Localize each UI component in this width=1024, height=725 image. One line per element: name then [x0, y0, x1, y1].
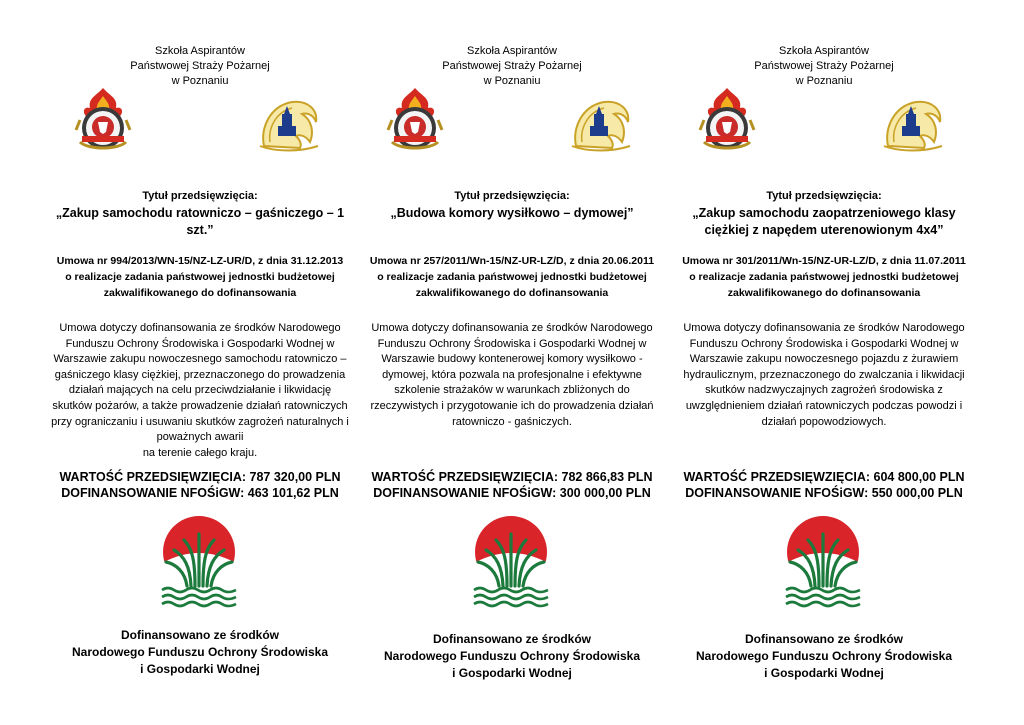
- title-label: Tytuł przedsięwzięcia:: [454, 190, 570, 202]
- school-name-line: w Poznaniu: [483, 75, 541, 87]
- contract-line: zakwalifikowanego do dofinansowania: [415, 287, 609, 299]
- fire-helmet-logo-icon: [880, 98, 946, 154]
- contract-line: o realizacje zadania państwowej jednostki budżetowej: [377, 271, 647, 283]
- fire-helmet-logo-icon: [256, 98, 322, 154]
- contract-info: [42, 253, 358, 301]
- psp-emblem-icon: [698, 86, 756, 152]
- contract-line: Umowa nr 994/2013/WN-15/NZ-LZ-UR/D, z dnia 31.12.2013: [56, 255, 344, 267]
- contract-line: Umowa nr 301/2011/Wn-15/NZ-UR-LZ/D, z dnia 11.07.2011: [682, 255, 966, 267]
- contract-line: zakwalifikowanego do dofinansowania: [727, 287, 921, 299]
- contract-line: Umowa nr 257/2011/Wn-15/NZ-UR-LZ/D, z dnia 20.06.2011: [369, 255, 655, 267]
- school-name-line: Państwowej Straży Pożarnej: [130, 60, 270, 72]
- contract-line: o realizacje zadania państwowej jednostki budżetowej: [689, 271, 959, 283]
- footer-line: Dofinansowano ze środków: [120, 628, 279, 642]
- funding-footer: [44, 627, 356, 678]
- fire-helmet-logo-icon: [568, 98, 634, 154]
- project-title: „Budowa komory wysiłkowo – dymowej”: [390, 206, 634, 220]
- description-text: Umowa dotyczy dofinansowania ze środków Narodowego Funduszu Ochrony Środowiska i Gospodarki Wodnej w Warszawie budowy kontenerowej komory wysiłkowo - dymowej, która pozwala na profesjonalne i efektywne szkolenie strażaków w warunkach zbliżonych do rzeczywistych i przygotowanie ich do prowadzenia działań ratowniczo - gaśniczych.: [370, 322, 654, 428]
- psp-emblem-icon: [386, 86, 444, 152]
- footer-line: Narodowego Funduszu Ochrony Środowiska: [71, 645, 329, 659]
- project-title: „Zakup samochodu zaopatrzeniowego klasy ciężkiej z napędem uterenowionym 4x4”: [692, 206, 956, 237]
- contract-info: [354, 253, 670, 301]
- school-name-line: Szkoła Aspirantów: [155, 45, 245, 57]
- nfosigw-logo: [156, 514, 242, 610]
- project-value: WARTOŚĆ PRZEDSIĘWZIĘCIA: 787 320,00 PLN: [59, 470, 341, 484]
- leaflet-column: [668, 0, 980, 725]
- nfosigw-logo: [468, 514, 554, 610]
- contract-info: [666, 253, 982, 301]
- title-label: Tytuł przedsięwzięcia:: [766, 190, 882, 202]
- funding-value: DOFINANSOWANIE NFOŚiGW: 463 101,62 PLN: [61, 486, 339, 500]
- contract-line: o realizacje zadania państwowej jednostki budżetowej: [65, 271, 335, 283]
- school-name-line: Szkoła Aspirantów: [779, 45, 869, 57]
- funding-value: DOFINANSOWANIE NFOŚiGW: 300 000,00 PLN: [373, 486, 651, 500]
- footer-line: Dofinansowano ze środków: [744, 632, 903, 646]
- school-name-line: Państwowej Straży Pożarnej: [754, 60, 894, 72]
- footer-line: i Gospodarki Wodnej: [140, 662, 260, 676]
- nfosigw-logo-icon: [156, 514, 242, 610]
- description: [50, 321, 350, 461]
- school-name-line: w Poznaniu: [171, 75, 229, 87]
- nfosigw-logo: [780, 514, 866, 610]
- school-name-line: Państwowej Straży Pożarnej: [442, 60, 582, 72]
- funding-footer: [668, 631, 980, 682]
- project-title: „Zakup samochodu ratowniczo – gaśniczego – 1 szt.”: [55, 206, 345, 237]
- description: [674, 321, 974, 430]
- footer-line: Dofinansowano ze środków: [432, 632, 591, 646]
- footer-line: Narodowego Funduszu Ochrony Środowiska: [383, 649, 641, 663]
- financial-values: [664, 469, 984, 501]
- logos-row: [44, 84, 356, 154]
- school-name: [668, 44, 980, 89]
- psp-emblem-icon: [74, 86, 132, 152]
- school-name-line: w Poznaniu: [795, 75, 853, 87]
- footer-line: Narodowego Funduszu Ochrony Środowiska: [695, 649, 953, 663]
- project-value: WARTOŚĆ PRZEDSIĘWZIĘCIA: 604 800,00 PLN: [683, 470, 965, 484]
- description: [362, 321, 662, 430]
- description-text: Umowa dotyczy dofinansowania ze środków Narodowego Funduszu Ochrony Środowiska i Gospodarki Wodnej w Warszawie zakupu nowoczesnego pojazdu z żurawiem hydraulicznym, przeznaczonego do zwalczania i likwidacji skutków nadzwyczajnych zagrożeń środowiska z uwzględnieniem działań ratowniczych podczas powodzi i działań popowodziowych.: [683, 322, 965, 428]
- school-name-line: Szkoła Aspirantów: [467, 45, 557, 57]
- funding-value: DOFINANSOWANIE NFOŚiGW: 550 000,00 PLN: [685, 486, 963, 500]
- logos-row: [356, 84, 668, 154]
- footer-line: i Gospodarki Wodnej: [764, 666, 884, 680]
- school-name: [356, 44, 668, 89]
- school-name: [44, 44, 356, 89]
- description-text: Umowa dotyczy dofinansowania ze środków Narodowego Funduszu Ochrony Środowiska i Gospodarki Wodnej w Warszawie zakupu nowoczesnego samochodu ratowniczo – gaśniczego klasy ciężkiej, przeznaczonego do prowadzenia działań mających na celu przeciwdziałanie i likwidację skutków pożarów, a także prowadzenie działań ratowniczych przy ograniczaniu i usuwaniu skutków zagrożeń naturalnych i poważnych awarii: [51, 322, 349, 444]
- leaflet-column: [356, 0, 668, 725]
- logos-row: [668, 84, 980, 154]
- footer-line: i Gospodarki Wodnej: [452, 666, 572, 680]
- title-label: Tytuł przedsięwzięcia:: [142, 190, 258, 202]
- financial-values: [40, 469, 360, 501]
- contract-line: zakwalifikowanego do dofinansowania: [103, 287, 297, 299]
- description-tail: na terenie całego kraju.: [142, 446, 258, 459]
- leaflet-column: [44, 0, 356, 725]
- financial-values: [352, 469, 672, 501]
- nfosigw-logo-icon: [468, 514, 554, 610]
- funding-footer: [356, 631, 668, 682]
- project-value: WARTOŚĆ PRZEDSIĘWZIĘCIA: 782 866,83 PLN: [371, 470, 653, 484]
- nfosigw-logo-icon: [780, 514, 866, 610]
